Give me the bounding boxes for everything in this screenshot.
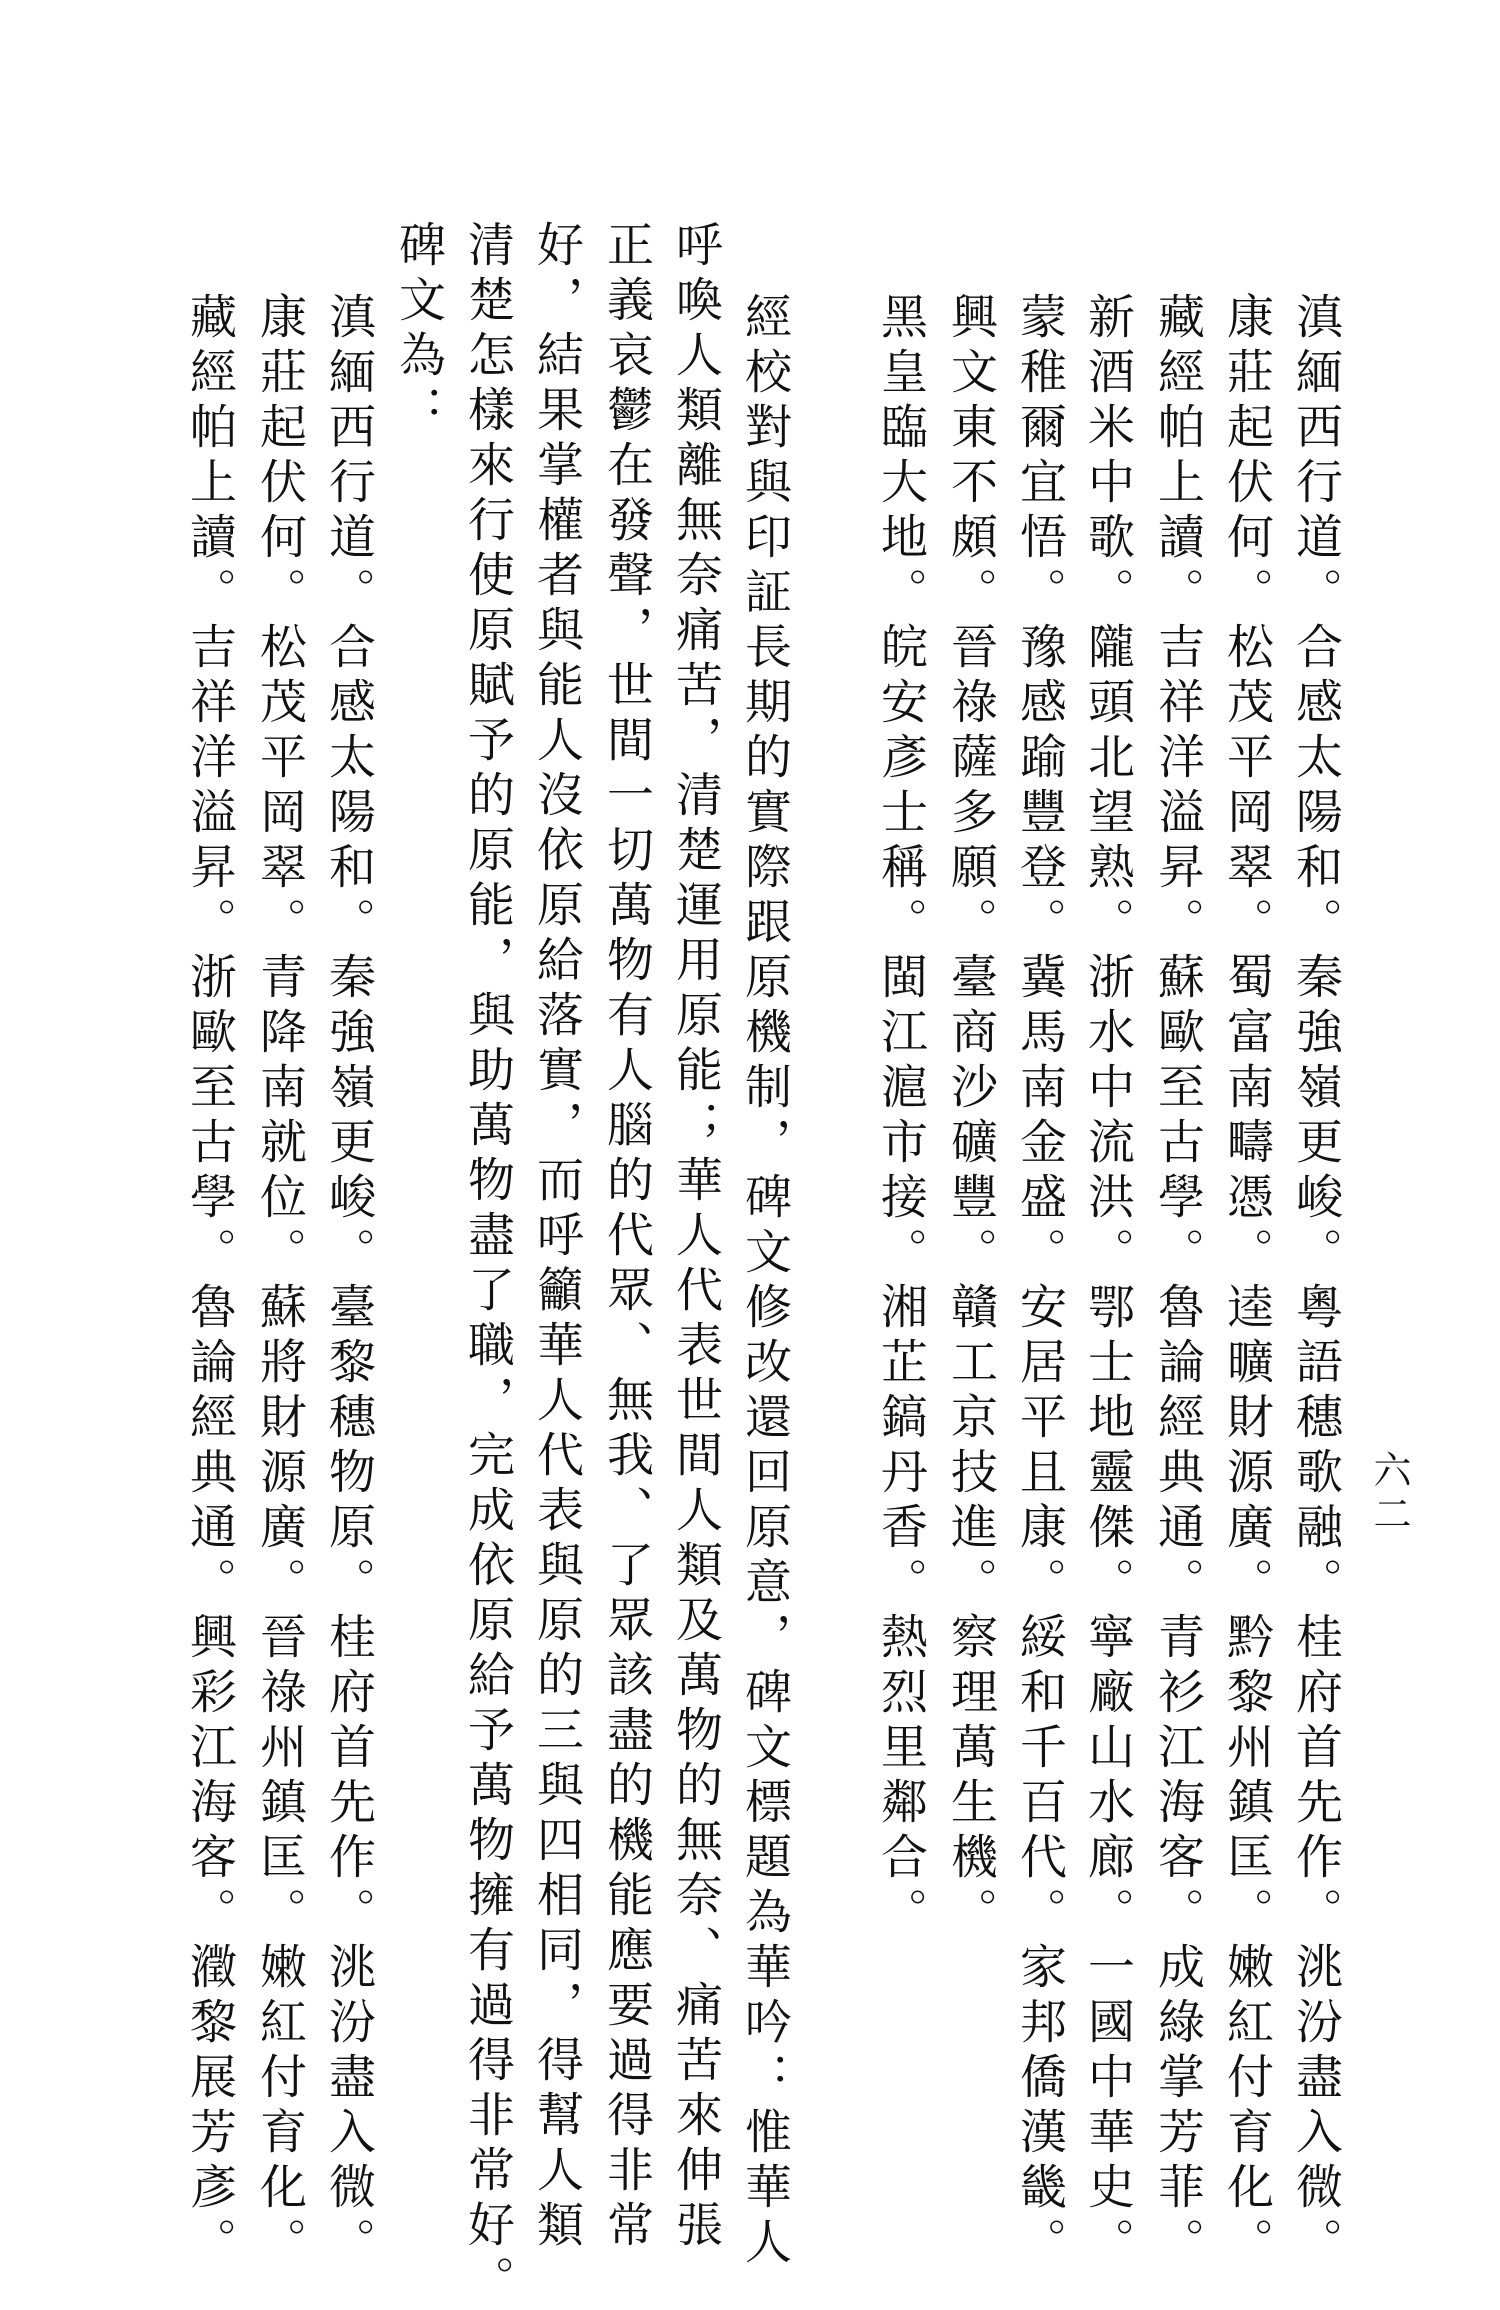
text-column: 新酒米中歌。隴頭北望熟。浙水中流洪。鄂士地靈傑。寧廠山水廊。一國中華史。 [1080, 292, 1135, 2272]
text-column: 清楚怎樣來行使原賦予的原能，與助萬物盡了職，完成依原給予萬物擁有過得非常好。 [460, 220, 515, 2310]
text-column: 呼喚人類離無奈痛苦，清楚運用原能；華人代表世間人類及萬物的無奈、痛苦來伸張 [668, 220, 723, 2255]
text-column: 康莊起伏何。松茂平岡翠。蜀富南疇憑。逵曠財源廣。黔黎州鎮匡。嫩紅付育化。 [1219, 292, 1274, 2272]
text-column: 碑文為： [391, 220, 446, 440]
text-column: 好，結果掌權者與能人沒依原給落實，而呼籲華人代表與原的三與四相同，得幫人類 [529, 220, 584, 2255]
text-column: 滇緬西行道。合感太陽和。秦強嶺更峻。粵語穗歌融。桂府首先作。洮汾盡入微。 [1288, 292, 1343, 2272]
text-column: 經校對與印証長期的實際跟原機制，碑文修改還回原意，碑文標題為華吟：惟華人 [737, 292, 792, 2272]
text-column: 黑皇臨大地。皖安彥士稱。閩江滬市接。湘芷鎬丹香。熱烈里鄰合。 [873, 292, 928, 1942]
page-number: 六二 [1367, 1450, 1411, 1538]
text-column: 滇緬西行道。合感太陽和。秦強嶺更峻。臺黎穗物原。桂府首先作。洮汾盡入微。 [321, 292, 376, 2272]
text-column: 興文東不頗。晉祿薩多願。臺商沙礦豐。贛工京技進。察理萬生機。 [943, 292, 998, 1942]
text-column: 藏經帕上讀。吉祥洋溢昇。浙歐至古學。魯論經典通。興彩江海客。瀓黎展芳彥。 [182, 292, 237, 2272]
text-column: 正義哀鬱在發聲，世間一切萬物有人腦的代眾、無我、了眾該盡的機能應要過得非常 [599, 220, 654, 2255]
text-column: 藏經帕上讀。吉祥洋溢昇。蘇歐至古學。魯論經典通。青衫江海客。成綠掌芳菲。 [1150, 292, 1205, 2272]
text-column: 蒙稚爾宜悟。豫感踰豐登。冀馬南金盛。安居平且康。綏和千百代。家邦僑漢畿。 [1012, 292, 1067, 2272]
text-column: 康莊起伏何。松茂平岡翠。青降南就位。蘇將財源廣。晉祿州鎮匡。嫩紅付育化。 [252, 292, 307, 2272]
